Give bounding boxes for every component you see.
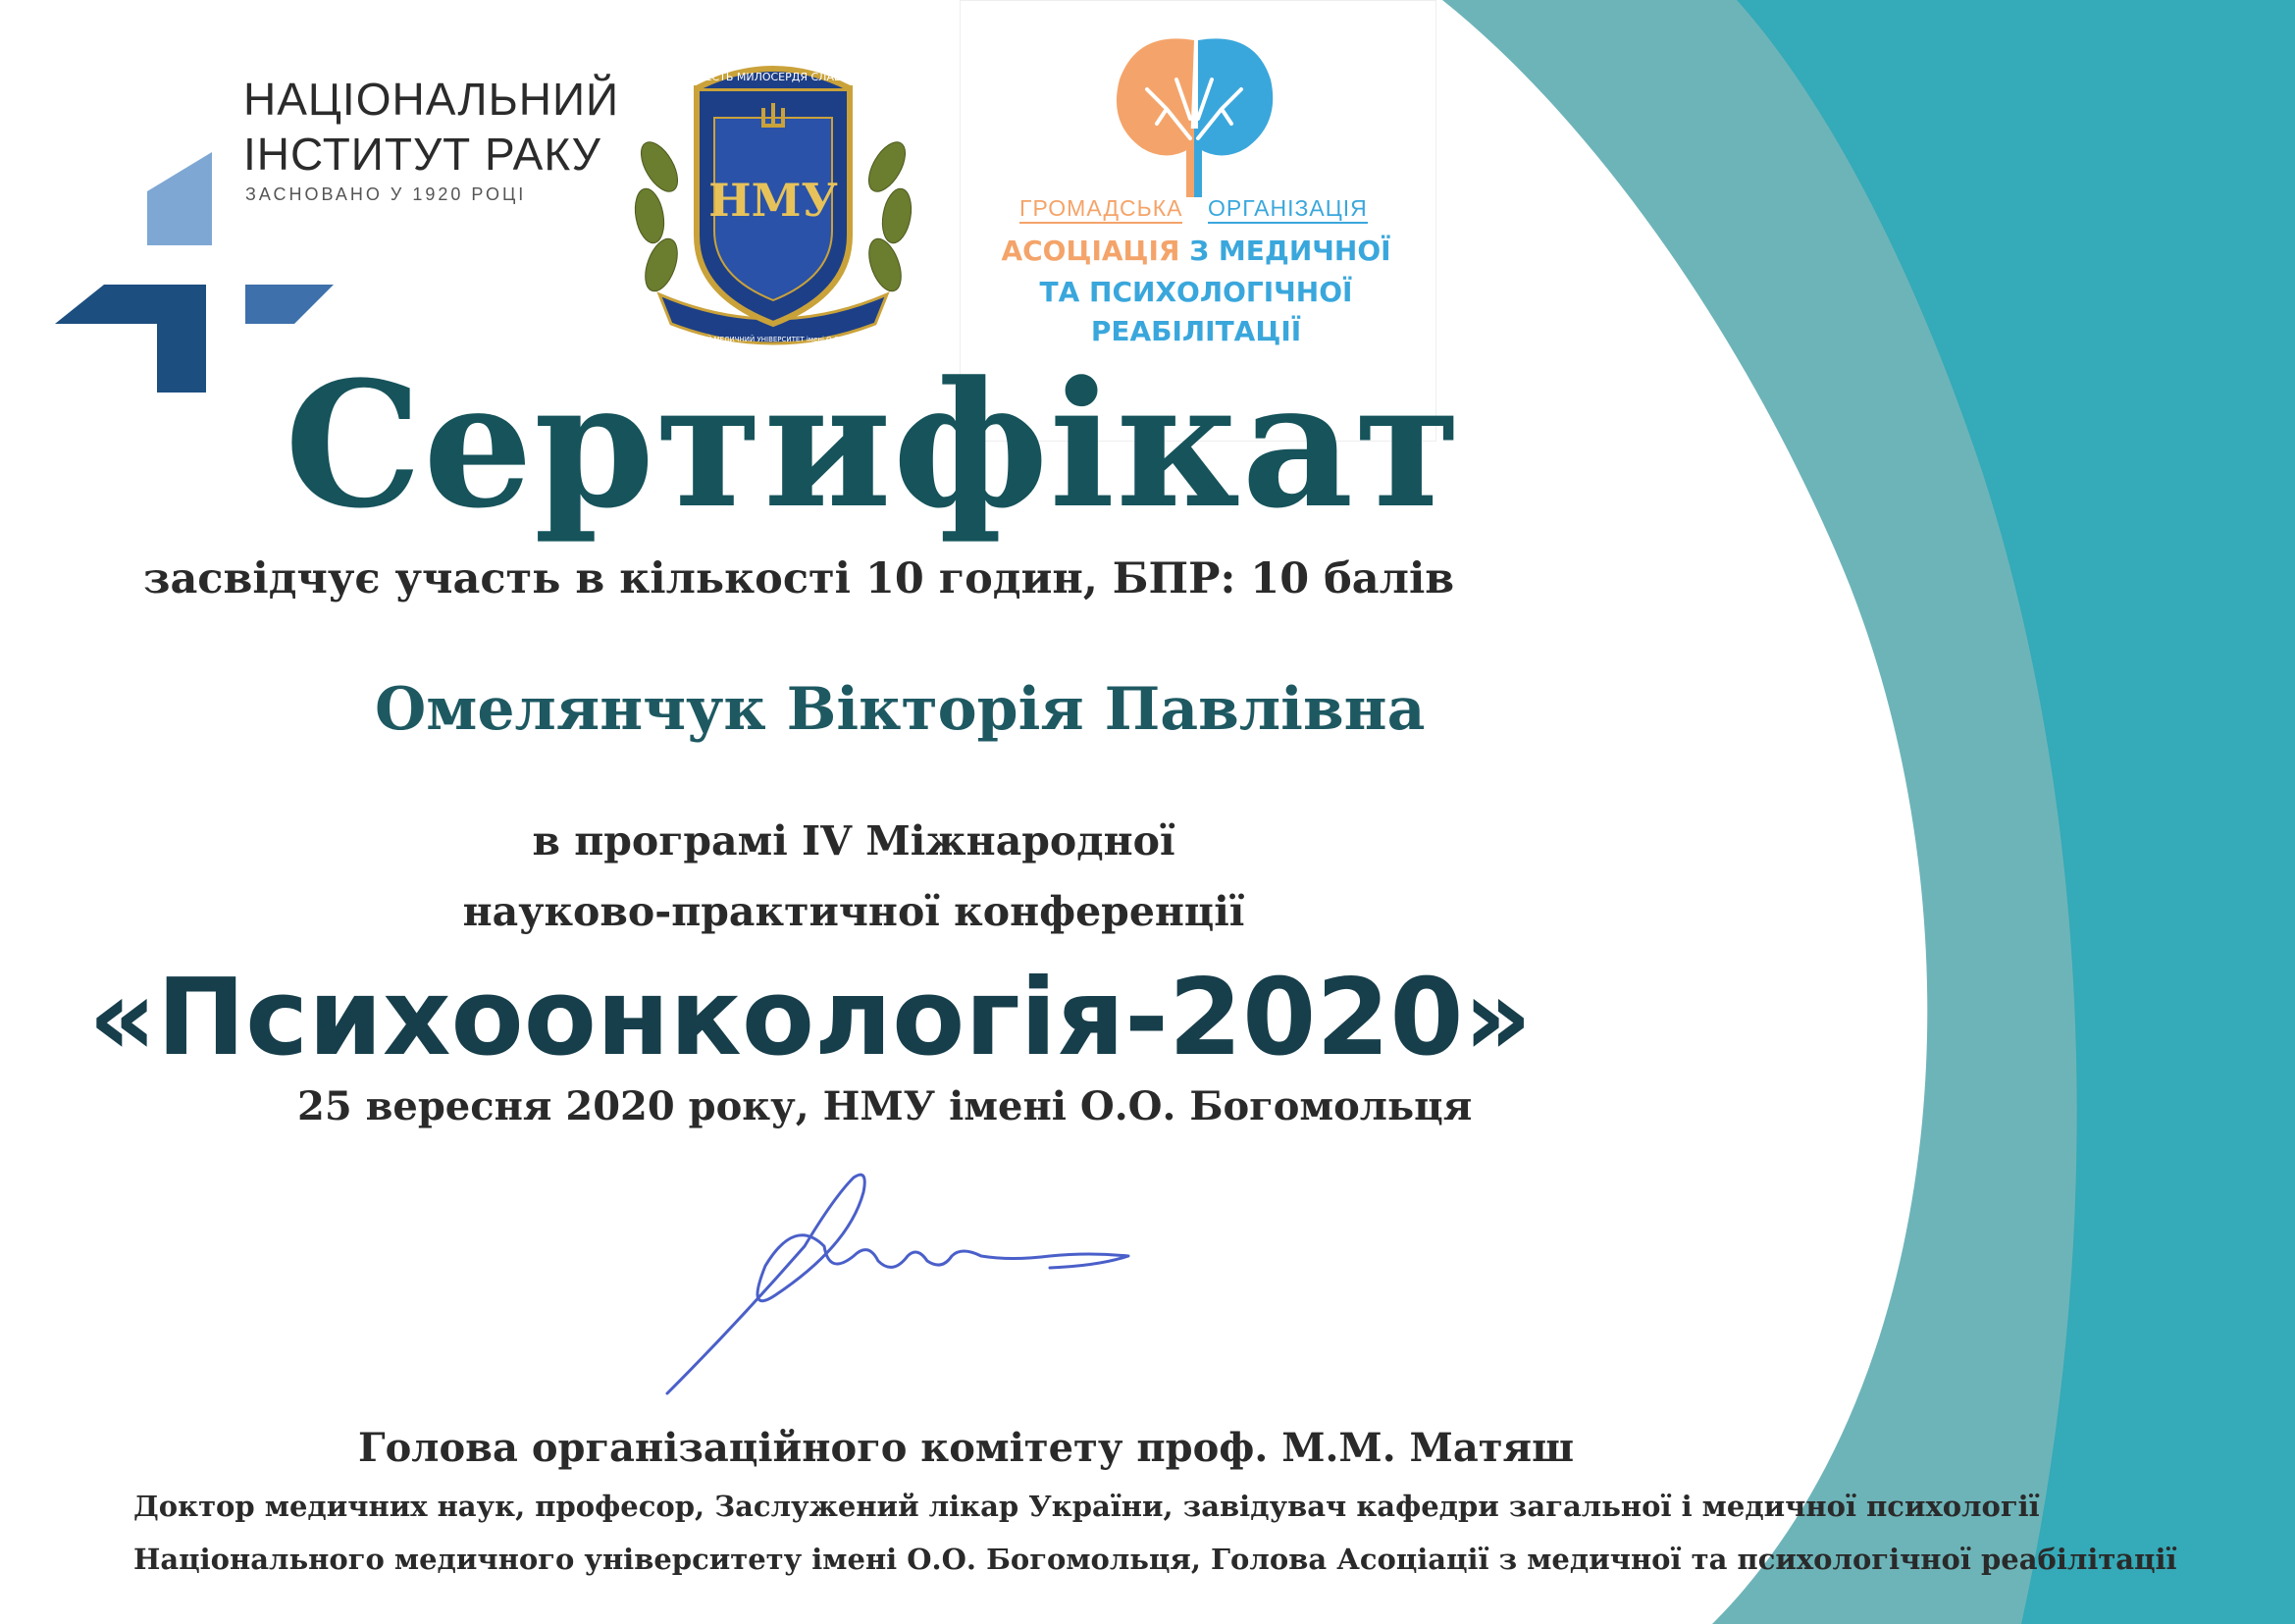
- program-line1: в програмі IV Міжнародної: [532, 817, 1175, 864]
- association-tag-right: ОРГАНІЗАЦІЯ: [1208, 195, 1368, 224]
- chair-title: Голова організаційного комітету проф. М.М. Матяш: [358, 1425, 1575, 1471]
- institute-founded: ЗАСНОВАНО У 1920 РОЦІ: [245, 184, 527, 204]
- association-name-line2: ТА ПСИХОЛОГІЧНОЇ: [1039, 276, 1353, 308]
- crest-ring: НАЦІОНАЛЬНИЙ МЕДИЧНИЙ УНІВЕРСИТЕТ імені О.О.БОГОМОЛЬЦЯ: [653, 336, 893, 343]
- association-name-line3: РЕАБІЛІТАЦІЇ: [1090, 315, 1302, 347]
- brain-tree-icon: [1108, 30, 1280, 197]
- program-line2: науково-практичної конференції: [462, 888, 1245, 935]
- conference-date-place: 25 вересня 2020 року, НМУ імені О.О. Богомольця: [297, 1083, 1473, 1129]
- conference-name: «Психоонкологія-2020»: [88, 957, 1533, 1079]
- certificate-title: Сертифікат: [285, 343, 1463, 547]
- association-name-line1: [1000, 235, 1392, 267]
- association-name-part1: АСОЦІАЦІЯ: [1001, 235, 1180, 267]
- recipient-name: Омелянчук Вікторія Павлівна: [375, 675, 1426, 744]
- association-tag-left: ГРОМАДСЬКА: [1019, 195, 1182, 224]
- credentials-line2: Національного медичного університету імені О.О. Богомольця, Голова Асоціації з медичної та психологічної реабілітації: [133, 1543, 2177, 1576]
- attestation-text: засвідчує участь в кількості 10 годин, БПР: 10 балів: [143, 554, 1455, 603]
- credentials-line1: Доктор медичних наук, професор, Заслужений лікар України, завідувач кафедри загальної і медичної психології: [133, 1490, 2040, 1523]
- crest-motto: ЧЕСТЬ МИЛОСЕРДЯ СЛАВА: [697, 71, 850, 83]
- institute-name-line2: ІНСТИТУТ РАКУ: [243, 129, 601, 180]
- institute-name-line1: НАЦІОНАЛЬНИЙ: [243, 74, 620, 125]
- association-name-part2: З МЕДИЧНОЇ: [1189, 235, 1391, 267]
- university-crest-icon: [620, 49, 926, 355]
- signature: [657, 1158, 1168, 1413]
- crest-letters: НМУ: [708, 174, 838, 227]
